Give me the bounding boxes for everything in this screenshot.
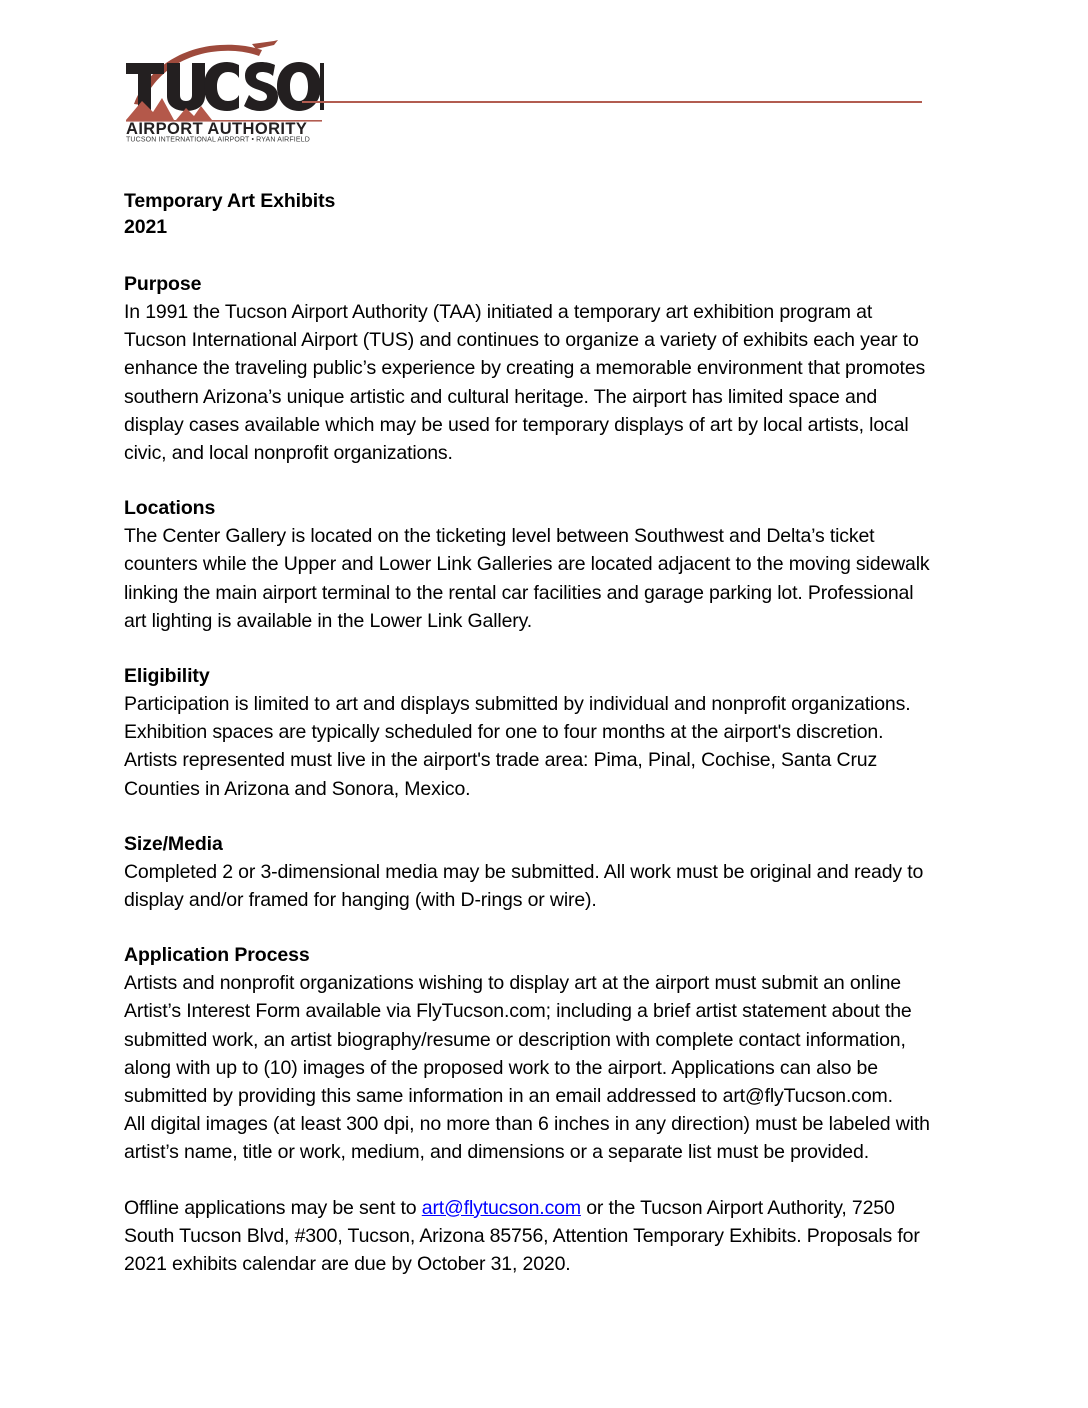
section-purpose — [124, 270, 964, 467]
text-line: The Center Gallery is located on the ticketing level between Southwest and Delta’s ticket — [124, 525, 875, 548]
logo-artwork-icon — [124, 38, 324, 142]
text-line: display and/or framed for hanging (with D-rings or wire). — [124, 889, 597, 912]
text-line: civic, and local nonprofit organizations. — [124, 442, 453, 465]
text-line: artist’s name, title or work, medium, and dimensions or a separate list must be provided. — [124, 1141, 869, 1164]
text-line: 2021 exhibits calendar are due by October 31, 2020. — [124, 1253, 571, 1276]
logo-tagline: TUCSON INTERNATIONAL AIRPORT • RYAN AIRFIELD — [126, 136, 310, 142]
closing-text-after-link: or the Tucson Airport Authority, 7250 — [580, 1196, 895, 1219]
text-line: display cases available which may be used for temporary displays of art by local artists, local — [124, 413, 909, 436]
section-offline-applications — [124, 1194, 964, 1279]
text-line: southern Arizona’s unique artistic and cultural heritage. The airport has limited space and — [124, 385, 878, 408]
section-size-media — [124, 830, 964, 914]
section-body-offline-applications — [124, 1194, 964, 1279]
text-line: Completed 2 or 3-dimensional media may be submitted. All work must be original and ready to — [124, 860, 924, 883]
text-line: South Tucson Blvd, #300, Tucson, Arizona 85756, Attention Temporary Exhibits. Proposals for — [124, 1224, 920, 1247]
email-link-art-flytucson[interactable]: art@flytucson.com — [421, 1196, 581, 1219]
section-body-locations — [124, 522, 964, 635]
section-eligibility — [124, 662, 964, 803]
text-line-with-link — [124, 1194, 964, 1222]
document-title-block — [124, 188, 964, 240]
text-line: enhance the traveling public’s experience by creating a memorable environment that promotes — [124, 357, 926, 380]
text-line: Artists represented must live in the airport's trade area: Pima, Pinal, Cochise, Santa Cruz — [124, 749, 878, 772]
text-line: Tucson International Airport (TUS) and continues to organize a variety of exhibits each year to — [124, 329, 919, 352]
airplane-icon — [252, 40, 278, 49]
section-locations — [124, 494, 964, 635]
text-line: linking the main airport terminal to the rental car facilities and garage parking lot. Professional — [124, 581, 914, 604]
section-heading-eligibility: Eligibility — [124, 665, 210, 688]
text-line: Artist’s Interest Form available via FlyTucson.com; including a brief artist statement about the — [124, 1000, 912, 1023]
document-header — [0, 0, 1088, 165]
text-line: In 1991 the Tucson Airport Authority (TAA) initiated a temporary art exhibition program at — [124, 301, 873, 323]
text-line: Exhibition spaces are typically scheduled for one to four months at the airport's discretion. — [124, 721, 884, 744]
text-line: submitted work, an artist biography/resume or description with complete contact information, — [124, 1028, 906, 1051]
section-heading-purpose: Purpose — [124, 273, 202, 295]
text-line: Artists and nonprofit organizations wishing to display art at the airport must submit an online — [124, 972, 901, 995]
header-divider-rule — [302, 101, 922, 103]
wordmark-tucson-icon — [126, 62, 324, 111]
page-title: Temporary Art Exhibits — [124, 190, 336, 212]
tucson-airport-authority-logo — [124, 38, 324, 142]
logo-subtitle: AIRPORT AUTHORITY — [126, 120, 308, 138]
section-application-process — [124, 941, 964, 1166]
text-line: submitted by providing this same information in an email addressed to art@flyTucson.com. — [124, 1085, 893, 1108]
document-body — [124, 188, 964, 1305]
text-line: along with up to (10) images of the proposed work to the airport. Applications can also be — [124, 1056, 878, 1079]
section-body-eligibility — [124, 690, 964, 803]
section-heading-size-media: Size/Media — [124, 832, 223, 855]
text-line: counters while the Upper and Lower Link Galleries are located adjacent to the moving sidewalk — [124, 553, 930, 576]
section-body-purpose — [124, 298, 964, 467]
page-title-year: 2021 — [124, 216, 167, 238]
text-line: Participation is limited to art and displays submitted by individual and nonprofit organizations. — [124, 693, 911, 716]
text-line: All digital images (at least 300 dpi, no more than 6 inches in any direction) must be labeled with — [124, 1113, 930, 1136]
section-body-application-process — [124, 969, 964, 1166]
text-line: art lighting is available in the Lower Link Gallery. — [124, 609, 533, 632]
section-body-size-media — [124, 858, 964, 914]
closing-text-before-link: Offline applications may be sent to — [124, 1196, 422, 1219]
section-heading-locations: Locations — [124, 497, 216, 520]
section-heading-application-process: Application Process — [124, 944, 310, 967]
text-line: Counties in Arizona and Sonora, Mexico. — [124, 777, 471, 800]
